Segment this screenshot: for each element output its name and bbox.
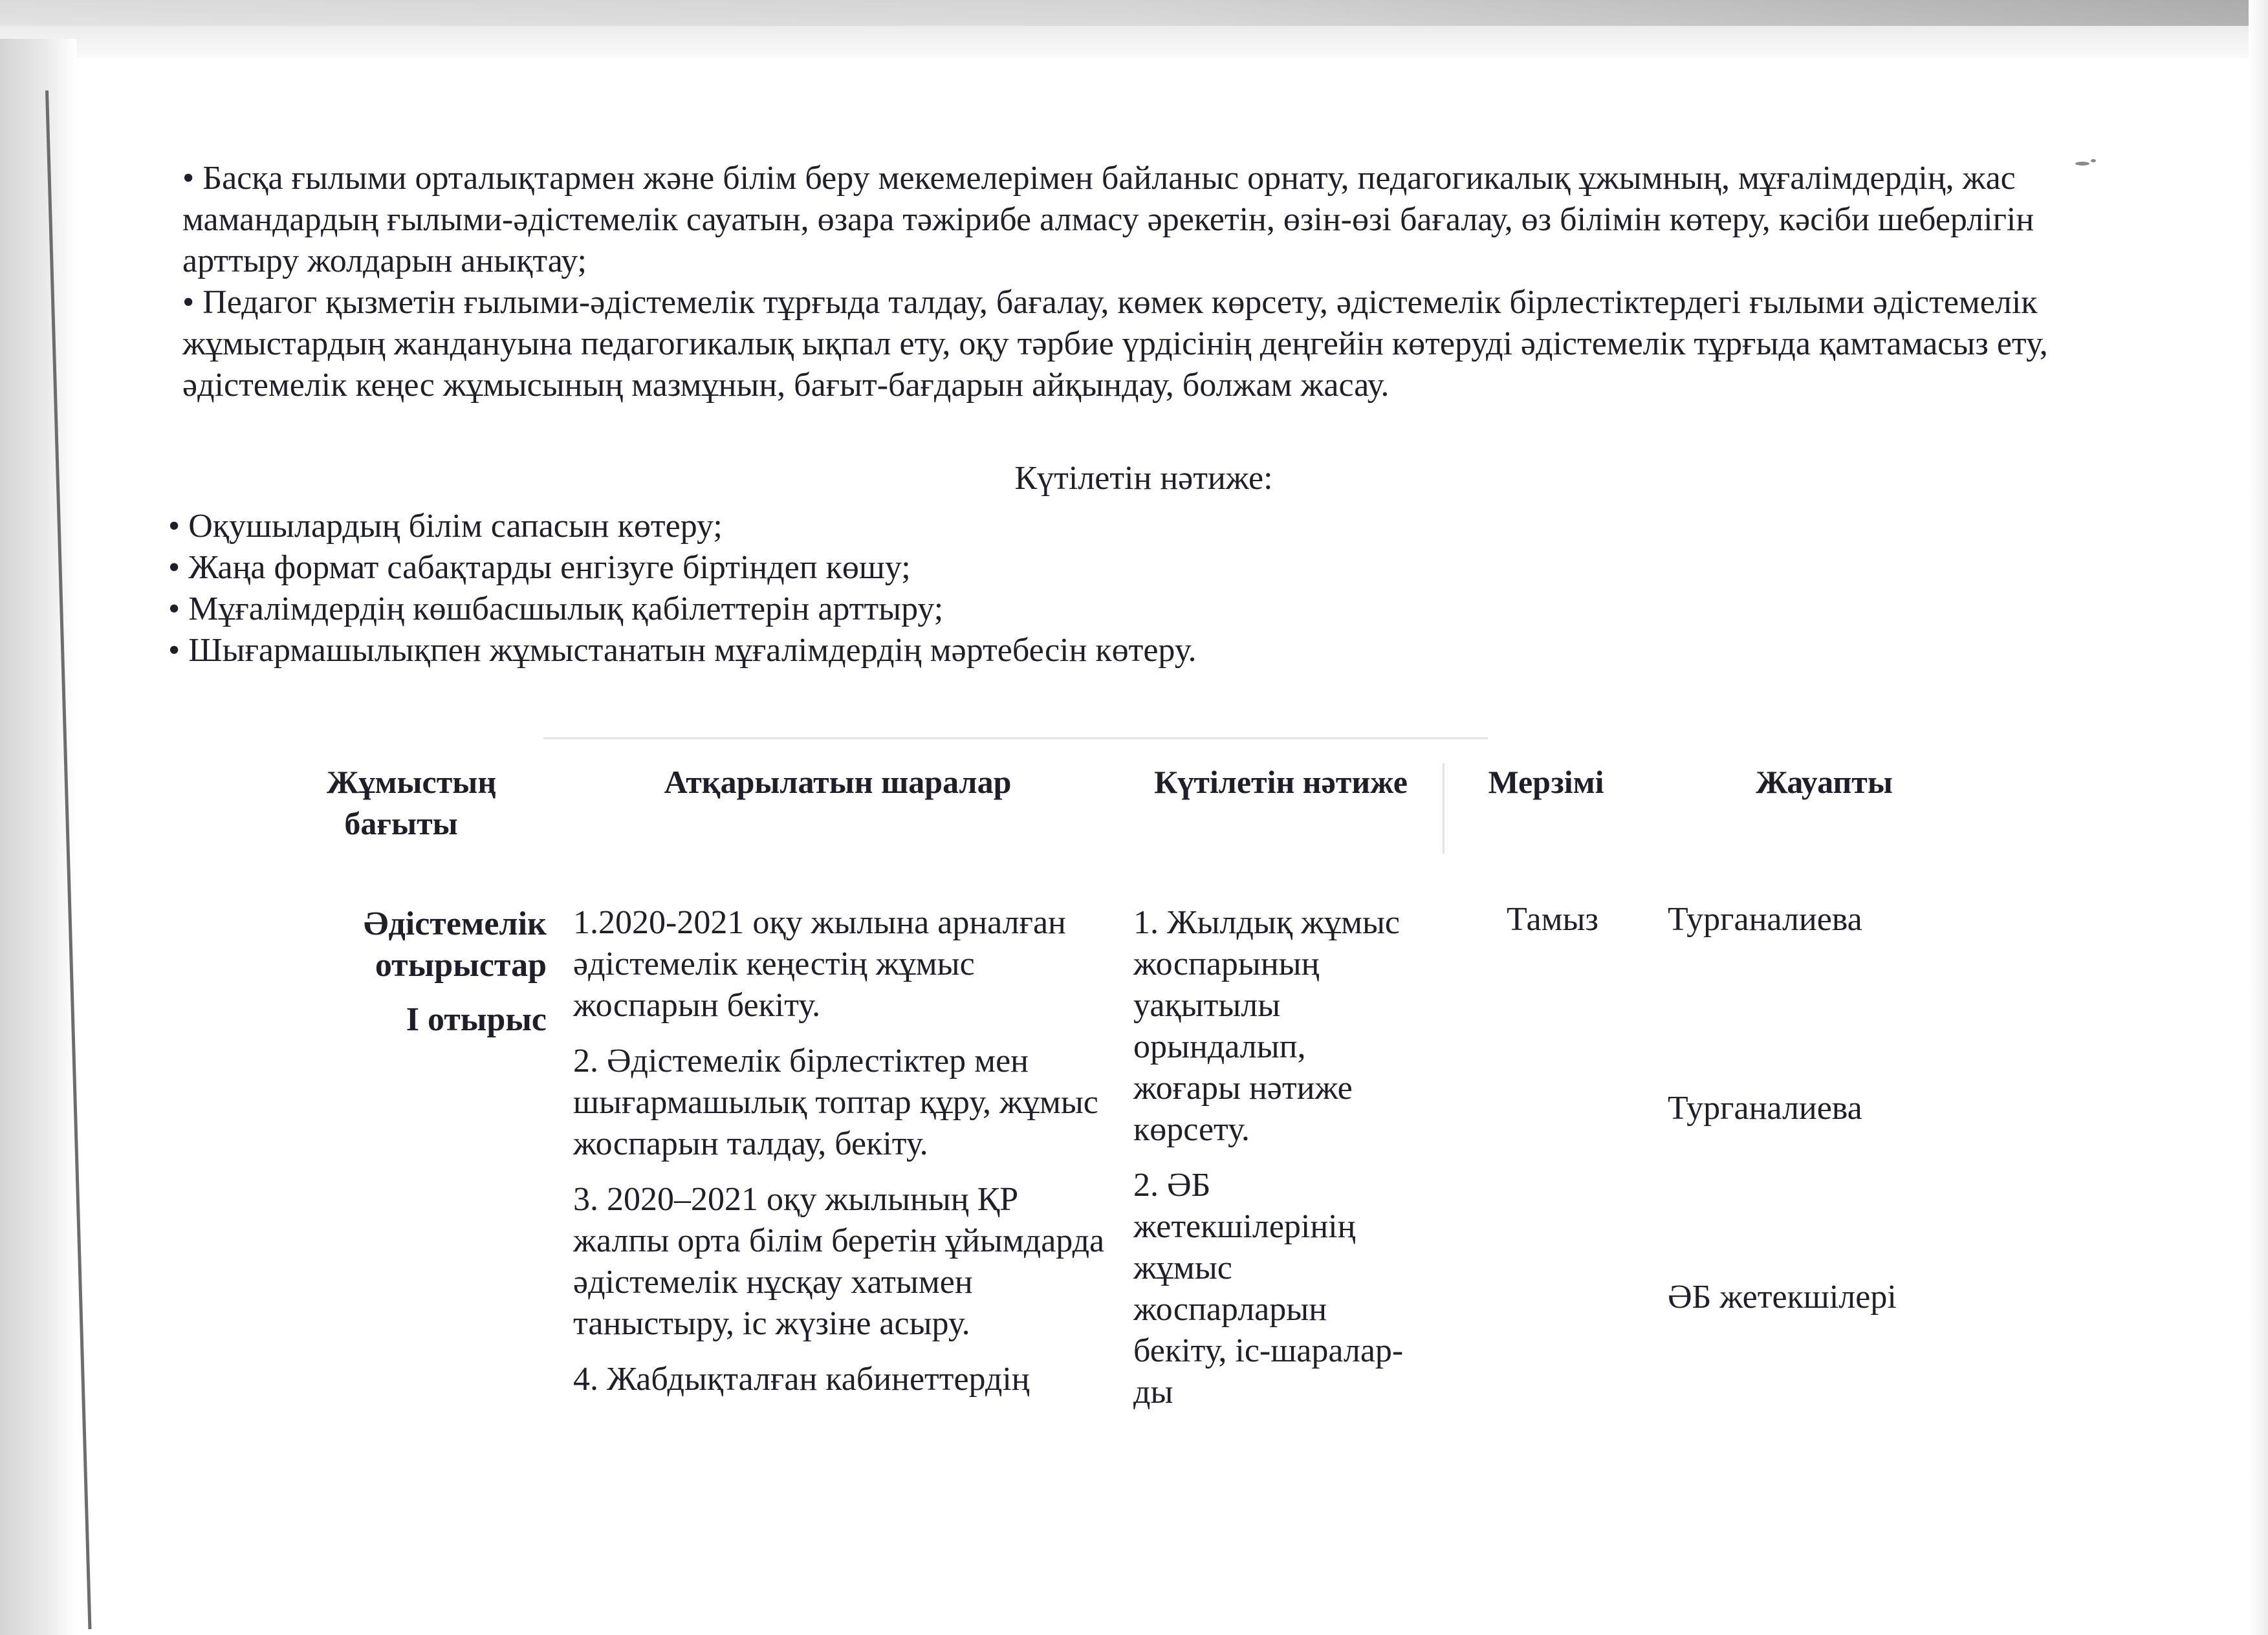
responsible-name: Турганалиева	[1668, 1090, 1862, 1127]
direction-label: Әдістемелік отырыстар	[364, 905, 547, 984]
result-item: 2. ӘБ жетекшілерінің жұмыс жоспарларын бекіту, іс-шаралар-ды	[1133, 1167, 1404, 1411]
header-activities: Атқарылатын шаралар	[664, 764, 1012, 800]
header-direction: Жұмыстың бағыты	[327, 764, 497, 841]
activity-item: 2. Әдістемелік бірлестіктер мен шығармашылық топтар құру, жұмыс жоспарын талдау, бекіту.	[573, 1043, 1098, 1162]
direction-cell	[327, 904, 547, 1041]
result-item: 1. Жылдық жұмыс жоспарының уақытылы орындалып, жоғары нәтиже көрсету.	[1133, 904, 1400, 1148]
responsible-name: Турганалиева	[1668, 901, 1862, 938]
header-responsible: Жауапты	[1756, 764, 1893, 800]
activity-item: 3. 2020–2021 оқу жылының ҚР жалпы орта білім беретін ұйымдарда әдістемелік нұсқау хатымен таныстыру, іс жүзіне асыру.	[573, 1181, 1105, 1342]
expected-item: • Жаңа формат сабақтарды енгізуге біртіндеп көшу;	[168, 549, 911, 586]
table-faint-rule	[1443, 763, 1445, 854]
expected-item: • Шығармашылықпен жұмыстанатын мұғалімдердің мәртебесін көтеру.	[168, 632, 1197, 669]
activities-cell	[573, 902, 1107, 1414]
expected-heading: Күтілетін нәтиже:	[1014, 460, 1273, 497]
activity-item: 4. Жабдықталған кабинеттердің	[573, 1361, 1030, 1398]
session-label: І отырыс	[406, 1001, 547, 1038]
expected-item: • Мұғалімдердің көшбасшылық қабілеттерін арттыру;	[168, 590, 944, 627]
intro-bullet: • Педагог қызметін ғылыми-әдістемелік тұрғыда талдау, бағалау, көмек көрсету, әдістемелік бірлестіктердегі ғылыми әдістемелік жұмыстардың жандануына педагогикалық ықпал ету, оқу тәрбие үрдісінің деңгейін көтеруді әдістемелік тұрғыда қамтамасыз ету, әдістемелік кеңес жұмысының мазмұнын, бағыт-бағдарын айқындау, болжам жасау.	[182, 284, 2048, 404]
header-deadline: Мерзімі	[1488, 764, 1604, 800]
header-result: Күтілетін нәтиже	[1154, 764, 1408, 800]
table-faint-rule	[543, 737, 1488, 739]
expected-item: • Оқушылардың білім сапасын көтеру;	[168, 508, 723, 545]
results-cell	[1133, 902, 1412, 1427]
deadline-cell: Тамыз	[1507, 901, 1598, 938]
responsible-name: ӘБ жетекшілері	[1668, 1279, 1897, 1316]
activity-item: 1.2020-2021 оқу жылына арналған әдістемелік кеңестің жұмыс жоспарын бекіту.	[573, 904, 1066, 1024]
intro-bullet: • Басқа ғылыми орталықтармен және білім беру мекемелерімен байланыс орнату, педагогикалық ұжымның, мұғалімдердің, жас мамандардың ғылыми-әдістемелік сауатын, өзара тәжірибе алмасу әрекетін, өзін-өзі бағалау, өз білімін көтеру, кәсіби шеберлігін арттыру жолдарын анықтау;	[182, 160, 2034, 279]
